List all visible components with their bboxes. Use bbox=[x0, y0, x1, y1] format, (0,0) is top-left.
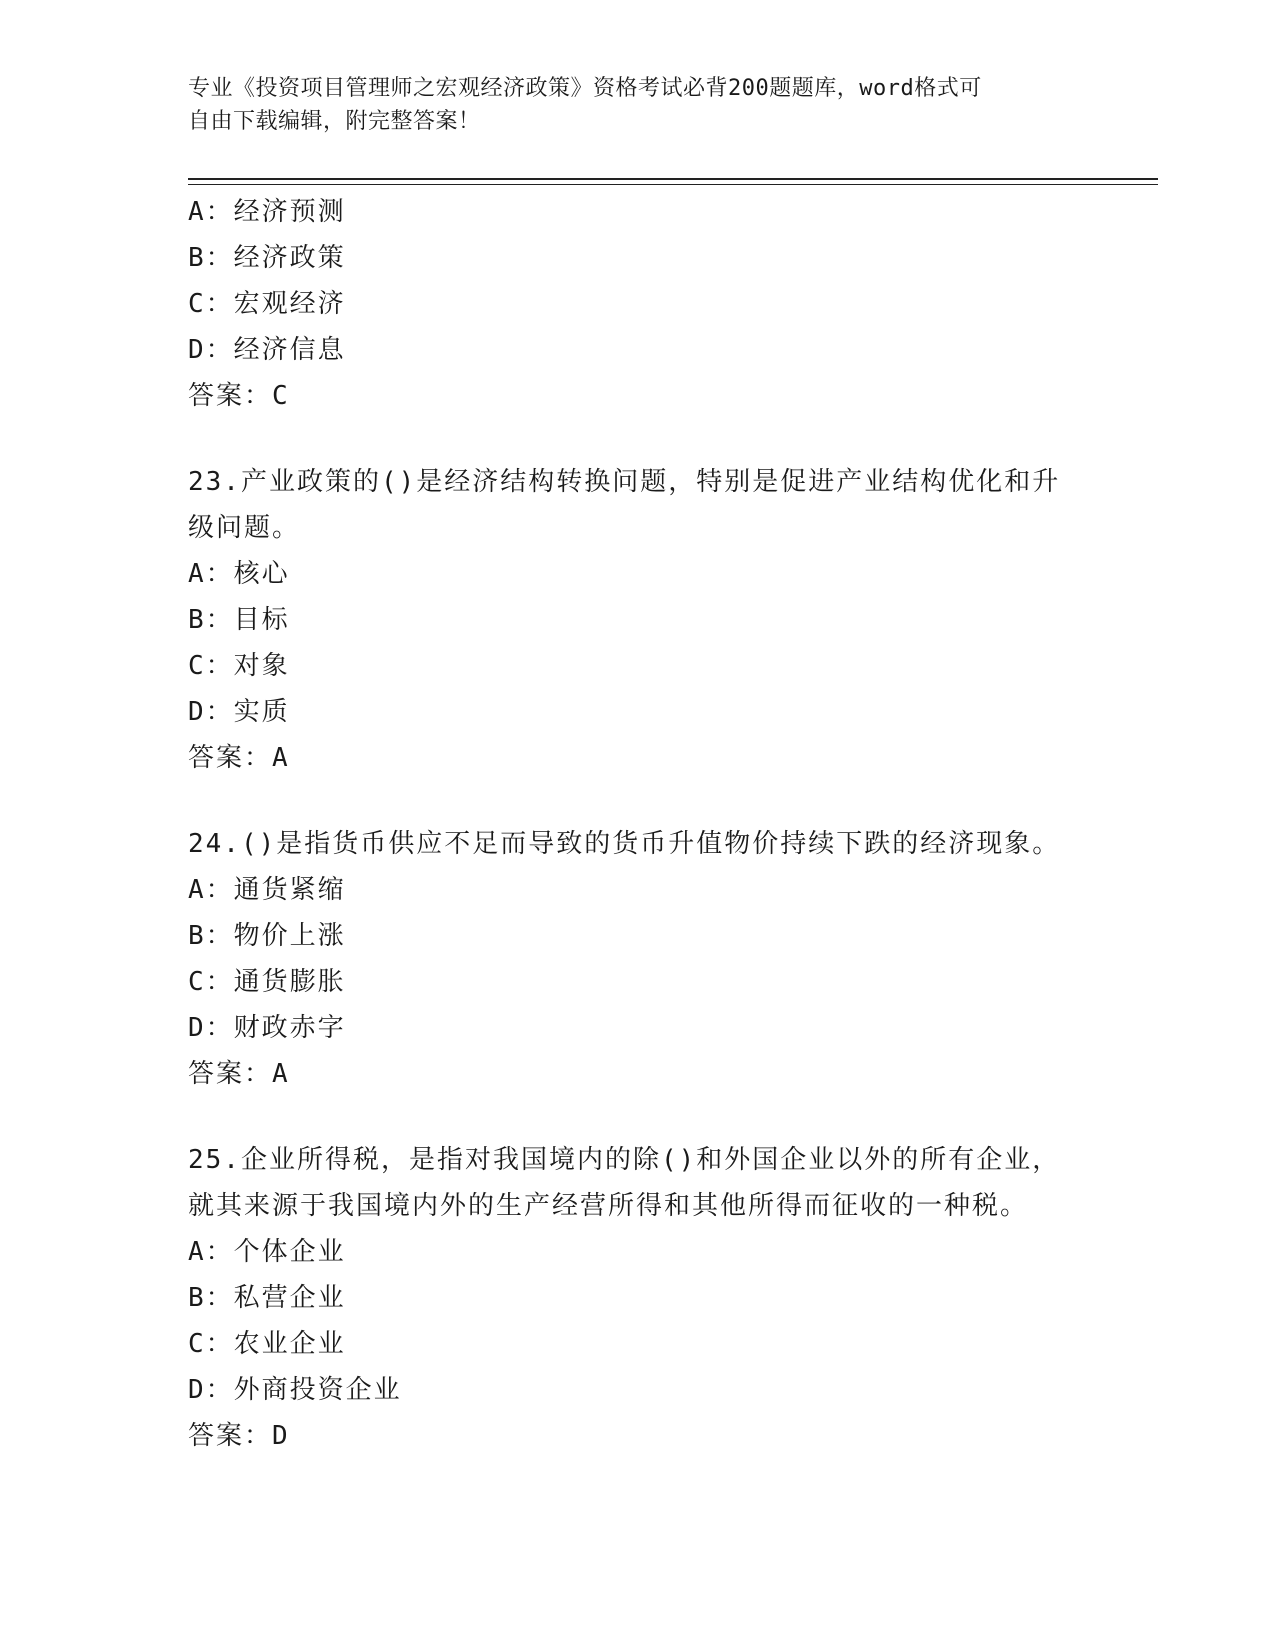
option-d: D：外商投资企业 bbox=[188, 1375, 402, 1405]
answer-label: 答案： bbox=[188, 381, 273, 411]
option-c: C：对象 bbox=[188, 651, 290, 681]
question-22-continued bbox=[188, 189, 1088, 419]
question-text-line: 级问题。 bbox=[188, 513, 301, 543]
question-list bbox=[188, 189, 1088, 1459]
option-d: D：经济信息 bbox=[188, 335, 346, 365]
option-c: C：宏观经济 bbox=[188, 289, 346, 319]
header-line-2: 自由下载编辑，附完整答案！ bbox=[188, 109, 481, 134]
answer-label: 答案： bbox=[188, 743, 273, 773]
option-d: D：财政赤字 bbox=[188, 1013, 346, 1043]
question-text-line: 25.企业所得税，是指对我国境内的除()和外国企业以外的所有企业， bbox=[188, 1145, 1061, 1175]
header-divider-thin bbox=[188, 184, 1158, 185]
option-a: A：核心 bbox=[188, 559, 290, 589]
answer-line bbox=[188, 1413, 1088, 1459]
option-d: D：实质 bbox=[188, 697, 290, 727]
answer-line bbox=[188, 373, 1088, 419]
option-b: B：物价上涨 bbox=[188, 921, 346, 951]
option-c: C：农业企业 bbox=[188, 1329, 346, 1359]
header-divider-thick bbox=[188, 178, 1158, 180]
option-b: B：目标 bbox=[188, 605, 290, 635]
answer-line bbox=[188, 1051, 1088, 1097]
option-b: B：经济政策 bbox=[188, 243, 346, 273]
answer-label: 答案： bbox=[188, 1059, 273, 1089]
question-24 bbox=[188, 821, 1088, 1097]
answer-line bbox=[188, 735, 1088, 781]
option-b: B：私营企业 bbox=[188, 1283, 346, 1313]
option-a: A：通货紧缩 bbox=[188, 875, 346, 905]
answer-value: D bbox=[272, 1421, 290, 1451]
option-c: C：通货膨胀 bbox=[188, 967, 346, 997]
document-header bbox=[188, 72, 1068, 138]
question-25 bbox=[188, 1137, 1088, 1459]
question-23 bbox=[188, 459, 1088, 781]
answer-label: 答案： bbox=[188, 1421, 273, 1451]
answer-value: A bbox=[272, 1059, 290, 1089]
option-a: A：经济预测 bbox=[188, 197, 346, 227]
answer-value: A bbox=[272, 743, 290, 773]
question-text-line: 24.()是指货币供应不足而导致的货币升值物价持续下跌的经济现象。 bbox=[188, 829, 1061, 859]
question-text-line: 23.产业政策的()是经济结构转换问题，特别是促进产业结构优化和升 bbox=[188, 467, 1061, 497]
question-text-line: 就其来源于我国境内外的生产经营所得和其他所得而征收的一种税。 bbox=[188, 1191, 1029, 1221]
option-a: A：个体企业 bbox=[188, 1237, 346, 1267]
header-line-1: 专业《投资项目管理师之宏观经济政策》资格考试必背200题题库，word格式可 bbox=[188, 76, 982, 101]
answer-value: C bbox=[272, 381, 290, 411]
